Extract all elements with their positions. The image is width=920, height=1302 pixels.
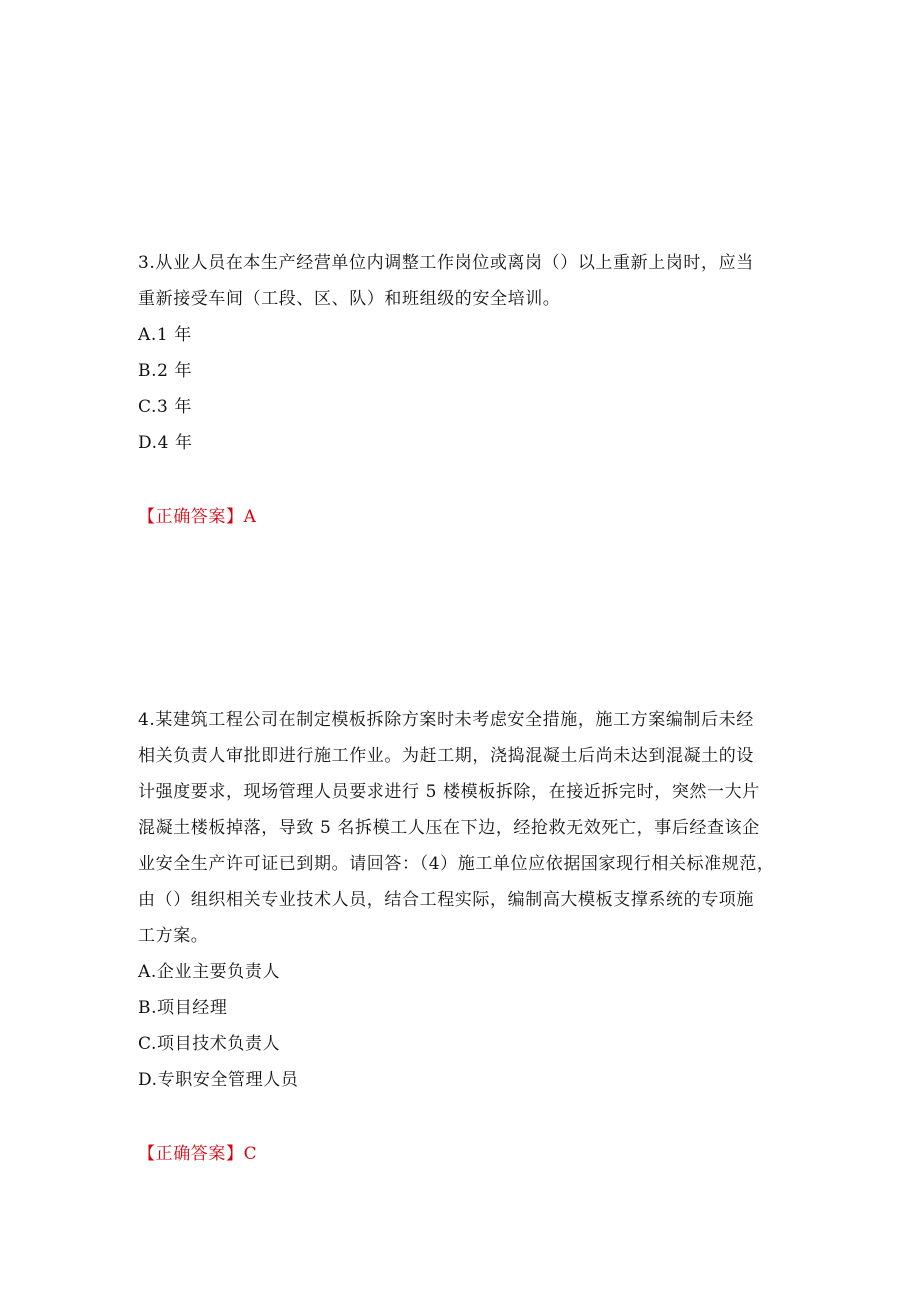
question-4-stem-line-4: 混凝土楼板掉落，导致 5 名拆模工人压在下边，经抢救无效死亡，事后经查该企: [138, 818, 760, 838]
question-4-stem-line-6: 由（）组织相关专业技术人员，结合工程实际，编制高大模板支撑系统的专项施: [138, 890, 754, 910]
question-3-option-a: A.1 年: [138, 325, 192, 345]
answer-value: C: [243, 1144, 258, 1164]
question-4-option-c: C.项目技术负责人: [138, 1034, 281, 1054]
question-3-option-b: B.2 年: [138, 361, 193, 381]
question-4-stem-line-1: 4.某建筑工程公司在制定模板拆除方案时未考虑安全措施，施工方案编制后未经: [138, 710, 754, 730]
question-3-option-c: C.3 年: [138, 397, 193, 417]
question-3-stem-line-1: 3.从业人员在本生产经营单位内调整工作岗位或离岗（）以上重新上岗时，应当: [138, 253, 754, 273]
question-4-stem-line-7: 工方案。: [138, 926, 209, 946]
answer-value: A: [243, 507, 257, 527]
question-4-option-d: D.专职安全管理人员: [138, 1070, 299, 1090]
question-4-stem-line-3: 计强度要求，现场管理人员要求进行 5 楼模板拆除，在接近拆完时，突然一大片: [138, 782, 760, 802]
question-4-answer: [138, 1144, 257, 1164]
question-3-stem-line-2: 重新接受车间（工段、区、队）和班组级的安全培训。: [138, 289, 561, 309]
question-3-option-d: D.4 年: [138, 433, 193, 453]
question-4-stem-line-5: 业安全生产许可证已到期。请回答：（4）施工单位应依据国家现行相关标准规范，: [138, 854, 775, 874]
question-3-answer: [138, 507, 257, 527]
answer-label: 【正确答案】: [138, 1144, 244, 1164]
answer-label: 【正确答案】: [138, 507, 244, 527]
question-4-stem-line-2: 相关负责人审批即进行施工作业。为赶工期，浇捣混凝土后尚未达到混凝土的设: [138, 746, 754, 766]
question-4-option-b: B.项目经理: [138, 998, 228, 1018]
question-4-option-a: A.企业主要负责人: [138, 962, 281, 982]
